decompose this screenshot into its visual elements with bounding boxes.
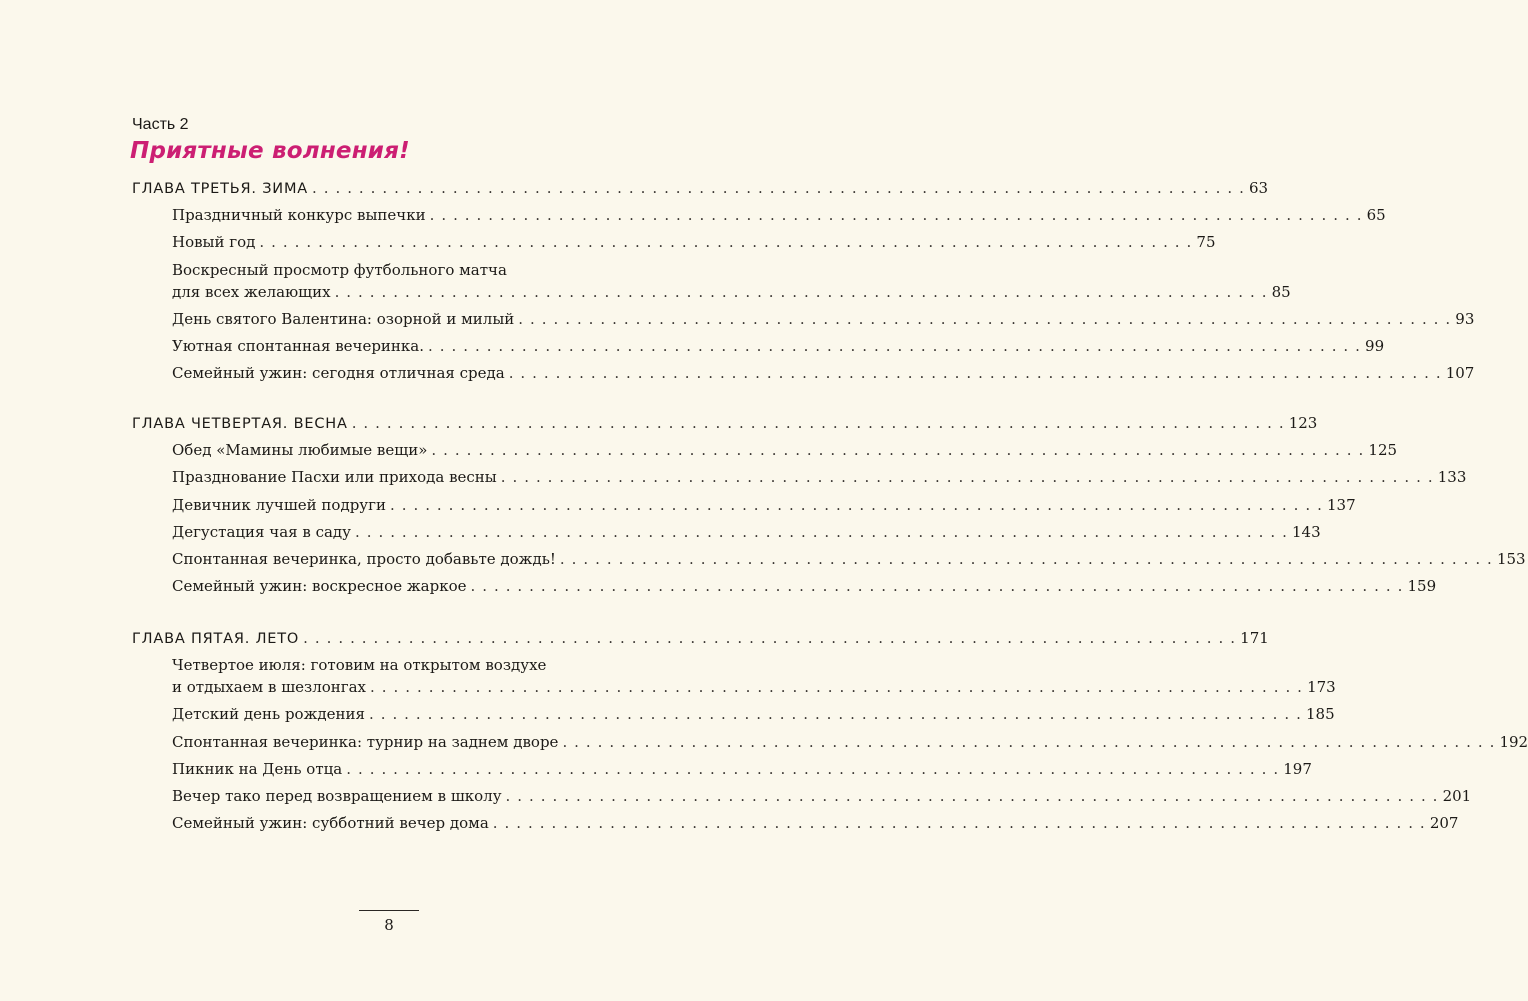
dot-leader: . . . . . . . . . . . . . . . . . . . . . . . . . . . . . . . . . . . . . . . . . . . . . . . . . . . . . . . . . . . . . . . . . . . . . . . . . . . . . . . . — [562, 732, 1496, 751]
chapter-heading-title: ГЛАВА ПЯТАЯ. ЛЕТО — [132, 631, 300, 647]
toc-entry-title: Семейный ужин: сегодня отличная среда — [172, 364, 505, 383]
chapter-heading — [132, 412, 1318, 434]
chapter-heading-page: 63 — [1249, 179, 1269, 197]
toc-entry — [172, 758, 1312, 780]
toc-entry-page: 153 — [1496, 550, 1526, 568]
dot-leader: . . . . . . . . . . . . . . . . . . . . . . . . . . . . . . . . . . . . . . . . . . . . . . . . . . . . . . . . . . . . . . . . . . . . . . . . . . . . . . . . — [370, 678, 1304, 697]
toc-entry-title: Семейный ужин: воскресное жаркое — [172, 577, 467, 596]
toc-entry-title: Вечер тако перед возвращением в школу — [172, 787, 502, 805]
toc-entry-line: Четвертое июля: готовим на открытом воздухе — [172, 656, 547, 675]
dot-leader: . . . . . . . . . . . . . . . . . . . . . . . . . . . . . . . . . . . . . . . . . . . . . . . . . . . . . . . . . . . . . . . . . . . . . . . . . . . . . . . . — [429, 206, 1363, 225]
toc-entry-title: Дегустация чая в саду — [172, 522, 351, 541]
dot-leader: . . . . . . . . . . . . . . . . . . . . . . . . . . . . . . . . . . . . . . . . . . . . . . . . . . . . . . . . . . . . . . . . . . . . . . . . . . . . . . . . — [368, 705, 1302, 724]
toc-entry-title: для всех желающих — [172, 282, 331, 301]
dot-leader: . . . . . . . . . . . . . . . . . . . . . . . . . . . . . . . . . . . . . . . . . . . . . . . . . . . . . . . . . . . . . . . . . . . . . . . . . . . . . . . . — [351, 414, 1285, 432]
toc-entry-page: 107 — [1445, 364, 1475, 383]
toc-entry-page: 192 — [1499, 732, 1528, 751]
dot-leader: . . . . . . . . . . . . . . . . . . . . . . . . . . . . . . . . . . . . . . . . . . . . . . . . . . . . . . . . . . . . . . . . . . . . . . . . . . . . . . . . — [303, 629, 1237, 647]
toc-entry — [172, 812, 1459, 834]
toc-entry-page: 125 — [1368, 441, 1398, 460]
toc-entry — [172, 204, 1386, 226]
toc-entry-line: Воскресный просмотр футбольного матча — [172, 260, 507, 279]
toc-entry — [172, 731, 1528, 753]
dot-leader: . . . . . . . . . . . . . . . . . . . . . . . . . . . . . . . . . . . . . . . . . . . . . . . . . . . . . . . . . . . . . . . . . . . . . . . . . . . . . . . . — [346, 759, 1280, 778]
chapter-heading-title: ГЛАВА ЧЕТВЕРТАЯ. ВЕСНА — [132, 416, 348, 432]
toc-entry-title: День святого Валентина: озорной и милый — [172, 309, 515, 328]
chapter-heading — [132, 627, 1269, 649]
toc-entry-title: Празднование Пасхи или прихода весны — [172, 468, 497, 487]
toc-entry — [172, 308, 1475, 330]
toc-entry-title: и отдыхаем в шезлонгах — [172, 678, 367, 697]
toc-entry — [172, 703, 1335, 725]
toc-entry — [172, 231, 1216, 253]
toc-entry-title: Новый год — [172, 233, 256, 252]
toc-entry-page: 185 — [1306, 705, 1335, 724]
footer-rule — [359, 910, 419, 911]
toc-entry-page: 173 — [1307, 678, 1336, 697]
dot-leader: . . . . . . . . . . . . . . . . . . . . . . . . . . . . . . . . . . . . . . . . . . . . . . . . . . . . . . . . . . . . . . . . . . . . . . . . . . . . . . . . — [492, 814, 1426, 833]
dot-leader: . . . . . . . . . . . . . . . . . . . . . . . . . . . . . . . . . . . . . . . . . . . . . . . . . . . . . . . . . . . . . . . . . . . . . . . . . . . . . . . . — [334, 282, 1268, 301]
toc-entry — [172, 494, 1356, 516]
toc-entry — [172, 785, 1472, 807]
toc-entry-page: 99 — [1365, 337, 1385, 355]
toc-entry-title: Семейный ужин: субботний вечер дома — [172, 814, 489, 833]
toc-entry-page: 65 — [1366, 206, 1386, 225]
toc-entry — [172, 575, 1437, 597]
dot-leader: . . . . . . . . . . . . . . . . . . . . . . . . . . . . . . . . . . . . . . . . . . . . . . . . . . . . . . . . . . . . . . . . . . . . . . . . . . . . . . . . — [354, 522, 1289, 541]
chapter-heading-page: 123 — [1288, 414, 1318, 432]
toc-entry-title: Детский день рождения — [172, 705, 365, 724]
toc-entry-page: 197 — [1283, 759, 1312, 778]
dot-leader: . . . . . . . . . . . . . . . . . . . . . . . . . . . . . . . . . . . . . . . . . . . . . . . . . . . . . . . . . . . . . . . . . . . . . . . . . . . . . . . . — [559, 550, 1493, 568]
toc-entry-page: 207 — [1429, 814, 1459, 833]
toc-entry-page: 137 — [1327, 495, 1356, 514]
dot-leader: . . . . . . . . . . . . . . . . . . . . . . . . . . . . . . . . . . . . . . . . . . . . . . . . . . . . . . . . . . . . . . . . . . . . . . . . . . . . . . . . — [500, 468, 1434, 487]
toc-entry — [172, 439, 1398, 461]
dot-leader: . . . . . . . . . . . . . . . . . . . . . . . . . . . . . . . . . . . . . . . . . . . . . . . . . . . . . . . . . . . . . . . . . . . . . . . . . . . . . . . . — [470, 577, 1404, 596]
toc-entry-title: Уютная спонтанная вечеринка. — [172, 337, 425, 355]
toc-entry-page: 201 — [1442, 787, 1472, 805]
dot-leader: . . . . . . . . . . . . . . . . . . . . . . . . . . . . . . . . . . . . . . . . . . . . . . . . . . . . . . . . . . . . . . . . . . . . . . . . . . . . . . . . — [505, 787, 1439, 805]
toc-entry-page: 159 — [1407, 577, 1437, 596]
toc-entry-page: 143 — [1292, 522, 1321, 541]
toc-entry-title: Пикник на День отца — [172, 759, 343, 778]
dot-leader: . . . . . . . . . . . . . . . . . . . . . . . . . . . . . . . . . . . . . . . . . . . . . . . . . . . . . . . . . . . . . . . . . . . . . . . . . . . . . . . . — [428, 337, 1362, 355]
toc-entry — [172, 335, 1385, 357]
part-title: Приятные волнения! — [130, 138, 410, 164]
dot-leader: . . . . . . . . . . . . . . . . . . . . . . . . . . . . . . . . . . . . . . . . . . . . . . . . . . . . . . . . . . . . . . . . . . . . . . . . . . . . . . . . — [518, 309, 1452, 328]
toc-entry — [172, 548, 1526, 570]
chapter-heading-page: 171 — [1240, 629, 1269, 647]
dot-leader: . . . . . . . . . . . . . . . . . . . . . . . . . . . . . . . . . . . . . . . . . . . . . . . . . . . . . . . . . . . . . . . . . . . . . . . . . . . . . . . . — [259, 233, 1193, 252]
toc-entry-page: 133 — [1437, 468, 1467, 487]
toc-entry-page: 75 — [1196, 233, 1216, 252]
toc-entry-title: Обед «Мамины любимые вещи» — [172, 441, 428, 460]
dot-leader: . . . . . . . . . . . . . . . . . . . . . . . . . . . . . . . . . . . . . . . . . . . . . . . . . . . . . . . . . . . . . . . . . . . . . . . . . . . . . . . . — [389, 495, 1324, 514]
toc-entry — [172, 362, 1475, 384]
toc-entry-page: 85 — [1271, 282, 1291, 301]
chapter-heading-title: ГЛАВА ТРЕТЬЯ. ЗИМА — [132, 181, 308, 197]
dot-leader: . . . . . . . . . . . . . . . . . . . . . . . . . . . . . . . . . . . . . . . . . . . . . . . . . . . . . . . . . . . . . . . . . . . . . . . . . . . . . . . . — [431, 441, 1365, 460]
toc-entry-page: 93 — [1455, 309, 1475, 328]
page-number: 8 — [384, 916, 394, 934]
chapter-heading — [132, 177, 1269, 199]
dot-leader: . . . . . . . . . . . . . . . . . . . . . . . . . . . . . . . . . . . . . . . . . . . . . . . . . . . . . . . . . . . . . . . . . . . . . . . . . . . . . . . . — [311, 179, 1246, 197]
toc-entry-title: Спонтанная вечеринка, просто добавьте дождь! — [172, 550, 556, 568]
dot-leader: . . . . . . . . . . . . . . . . . . . . . . . . . . . . . . . . . . . . . . . . . . . . . . . . . . . . . . . . . . . . . . . . . . . . . . . . . . . . . . . . — [508, 364, 1442, 383]
toc-entry — [172, 281, 1291, 303]
toc-entry-title: Праздничный конкурс выпечки — [172, 206, 426, 225]
toc-entry — [172, 466, 1467, 488]
toc-entry — [172, 521, 1321, 543]
toc-entry-title: Девичник лучшей подруги — [172, 495, 386, 514]
toc-entry-title: Спонтанная вечеринка: турнир на заднем дворе — [172, 732, 559, 751]
part-label: Часть 2 — [132, 116, 189, 133]
toc-entry — [172, 676, 1336, 698]
